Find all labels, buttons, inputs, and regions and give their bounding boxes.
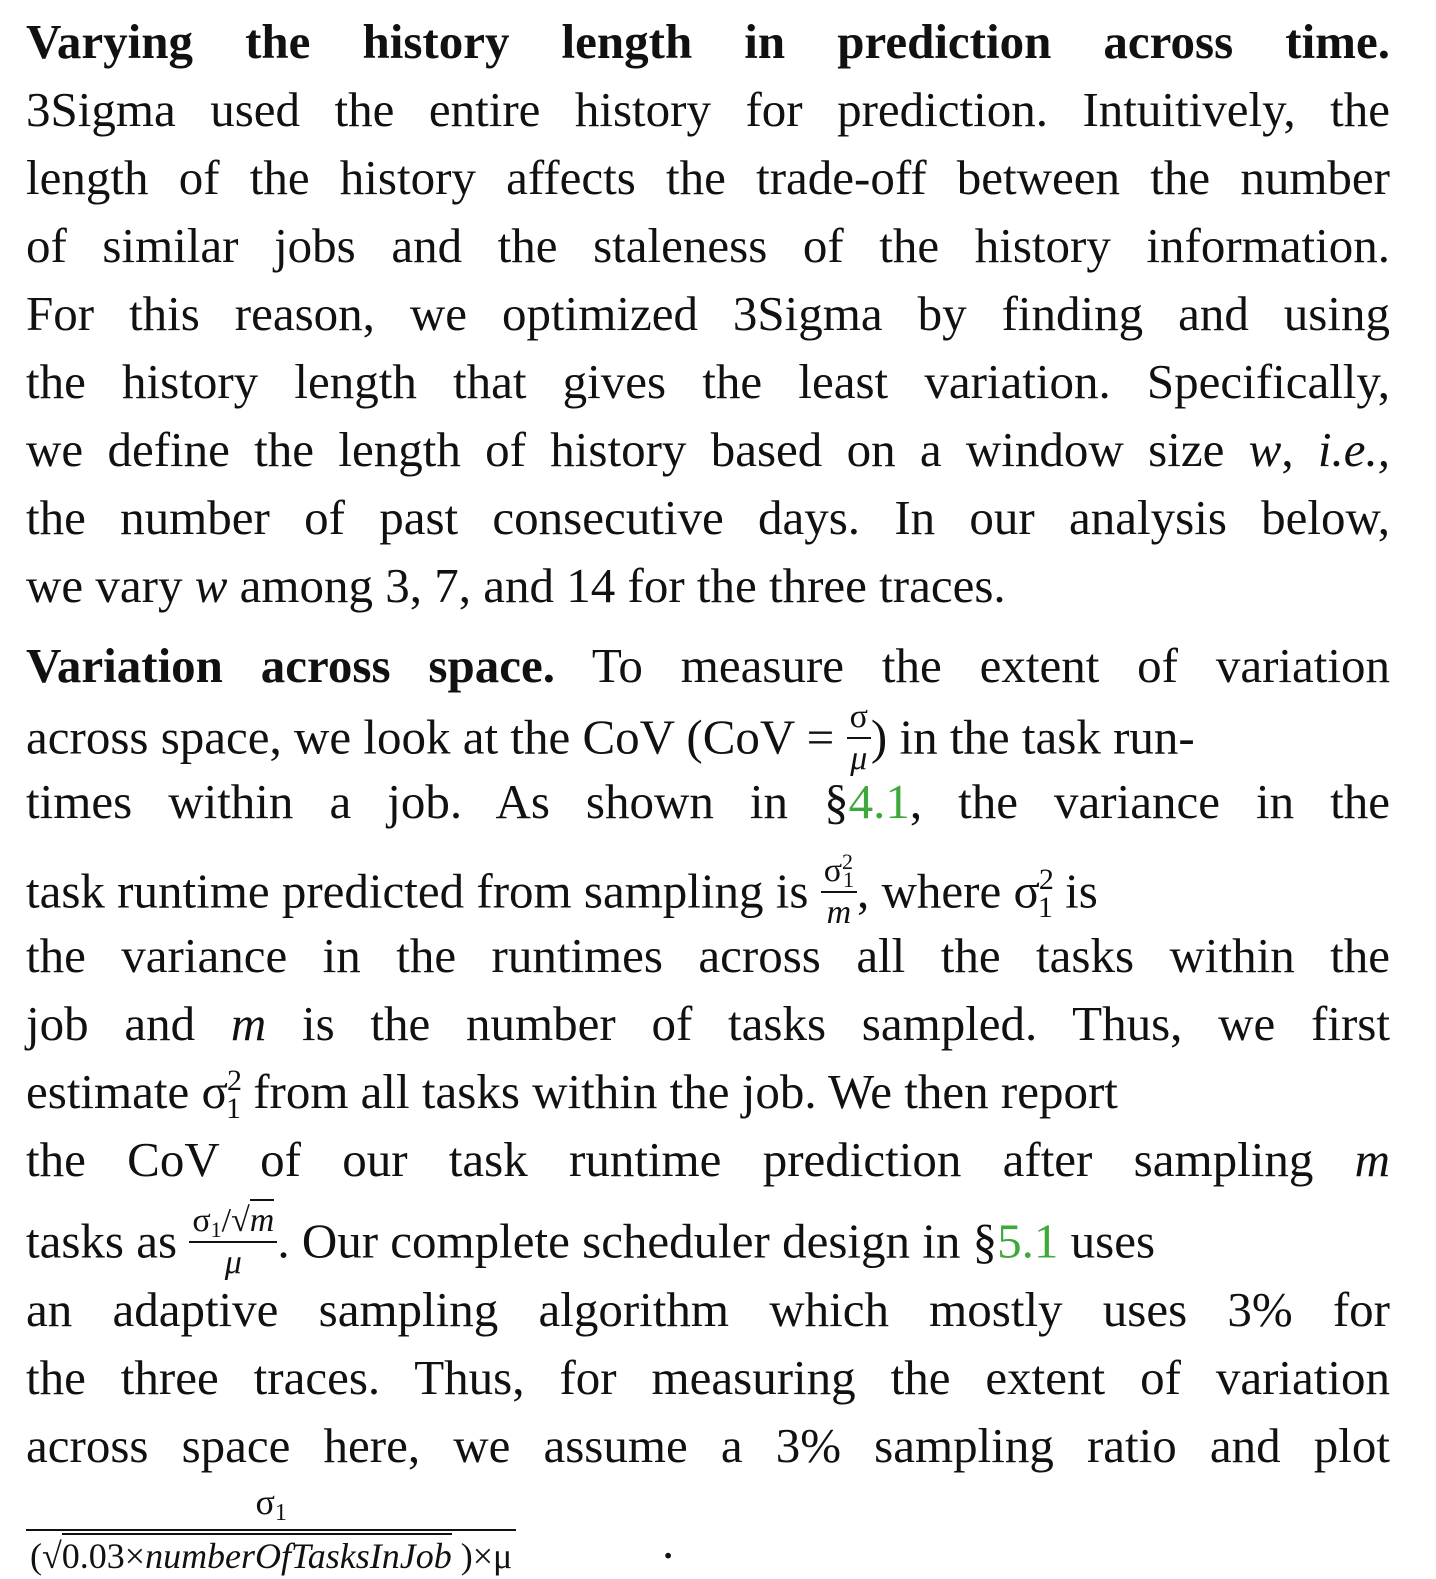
section-ref-link[interactable]: 4.1 (848, 774, 910, 829)
paragraph-line: times within a job. As shown in §4.1, the variance in the (26, 774, 1390, 829)
formula-period: . (662, 1514, 675, 1569)
paragraph-line: of similar jobs and the staleness of the history information. (26, 218, 1390, 273)
cov-fraction: $\frac{\sigma}{\mu}$ (847, 700, 871, 776)
paragraph-line: the number of past consecutive days. In our analysis below, (26, 490, 1390, 545)
section-heading-space: Variation across space. (26, 638, 555, 693)
paragraph-line: we vary w among 3, 7, and 14 for the three traces. (26, 558, 1006, 613)
var-m: m (230, 996, 267, 1051)
section-ref-link[interactable]: 5.1 (997, 1213, 1059, 1269)
var-w: w (194, 558, 228, 613)
paragraph-line: task runtime predicted from sampling is $\frac{\sigma^21}{m}$ , where $\sigma^2_1$ is (26, 849, 1098, 931)
paragraph-line: across space, we look at the CoV (CoV = $\frac{\sigma}{\mu}$ ) in the task run- (26, 698, 1195, 777)
section-heading-history: Varying the history length in prediction across time. (26, 14, 1390, 69)
plotted-cov-formula: σ1 (√0.03×numberOfTasksInJob )×μ (26, 1482, 516, 1579)
paragraph-line: Variation across space. To measure the extent of variation (26, 638, 1390, 693)
var-w: w (1248, 422, 1282, 477)
paragraph-line: the variance in the runtimes across all the tasks within the (26, 928, 1390, 983)
paragraph-line: For this reason, we optimized 3Sigma by finding and using (26, 286, 1390, 341)
ie-abbrev: i.e., (1317, 422, 1390, 477)
paragraph-line: estimate $\sigma^2_1$ from all tasks within the job. We then report (26, 1064, 1118, 1125)
paragraph-line: the three traces. Thus, for measuring the extent of variation (26, 1350, 1390, 1405)
paragraph-line: length of the history affects the trade-off between the number (26, 150, 1390, 205)
var-m: m (1354, 1132, 1390, 1187)
paragraph-line: the CoV of our task runtime prediction after sampling m (26, 1132, 1390, 1187)
paragraph-line: the history length that gives the least variation. Specifically, (26, 354, 1390, 409)
paragraph-line: an adaptive sampling algorithm which mostly uses 3% for (26, 1282, 1390, 1337)
paragraph-line: 3Sigma used the entire history for prediction. Intuitively, the (26, 82, 1390, 137)
variance-fraction: $\frac{\sigma^21}{m}$ (821, 854, 857, 930)
paragraph-line: across space here, we assume a 3% sampling ratio and plot (26, 1418, 1390, 1473)
paragraph-line: we define the length of history based on a window size w, i.e., (26, 422, 1390, 477)
paragraph-line (26, 12, 1390, 72)
paragraph-line: tasks as $\frac{\sigma 1/√m}{\mu}$ . Our complete scheduler design in §5.1 uses (26, 1208, 1390, 1268)
sampling-cov-fraction: $\frac{\sigma 1/√m}{\mu}$ (189, 1204, 277, 1280)
paragraph-line: job and m is the number of tasks sampled. Thus, we first (26, 996, 1390, 1051)
